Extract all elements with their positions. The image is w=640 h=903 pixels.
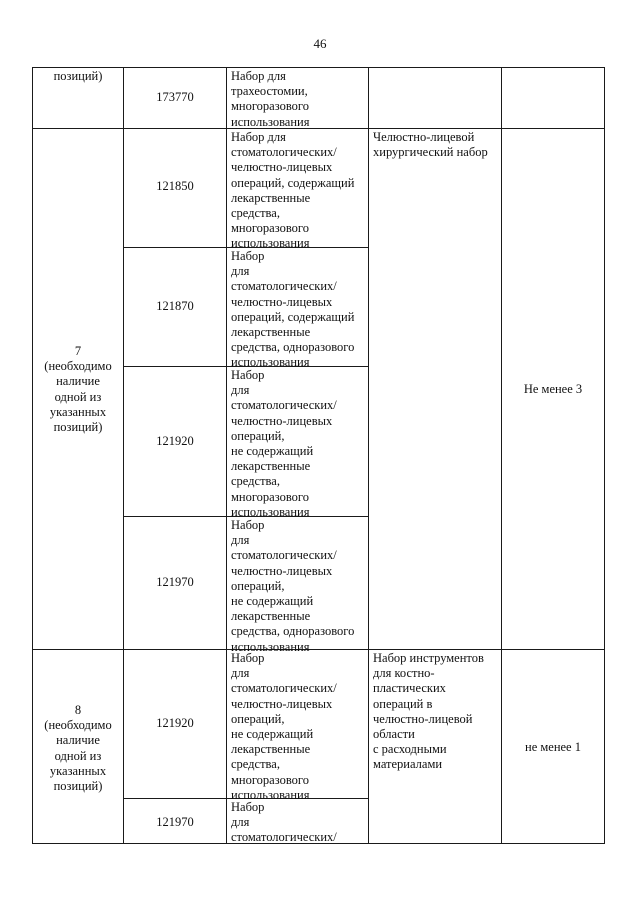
description-cell: Набор для стоматологических/ челюстно-лицевых операций, не содержащий лекарственные средства, одноразового использования	[231, 518, 355, 654]
code-cell: 121920	[156, 716, 194, 730]
position-cell: 7 (необходимо наличие одной из указанных позиций)	[44, 344, 112, 435]
description-cell: Набор для стоматологических/	[231, 800, 337, 845]
table-right-border	[604, 67, 605, 844]
code-cell: 173770	[156, 90, 194, 104]
position-cell: позиций)	[53, 69, 103, 83]
description-cell: Набор для трахеостомии, многоразового использования	[231, 69, 310, 129]
description-cell: Набор для стоматологических/ челюстно-лицевых операций, не содержащий лекарственные средства, многоразового использования	[231, 368, 337, 519]
description-cell: Набор для стоматологических/ челюстно-лицевых операций, не содержащий лекарственные средства, многоразового использования	[231, 651, 337, 802]
code-cell: 121850	[156, 179, 194, 193]
description-cell: Набор для стоматологических/ челюстно-лицевых операций, содержащий лекарственные средства, одноразового использования	[231, 249, 355, 370]
code-cell: 121870	[156, 299, 194, 313]
name-cell: Челюстно-лицевой хирургический набор	[373, 130, 488, 160]
name-cell: Набор инструментов для костно- пластических операций в челюстно-лицевой области с расходными материалами	[373, 651, 484, 772]
code-cell: 121970	[156, 815, 194, 829]
position-cell: 8 (необходимо наличие одной из указанных позиций)	[44, 703, 112, 794]
column-divider	[501, 67, 502, 844]
table-top-border	[32, 67, 605, 68]
code-cell: 121920	[156, 434, 194, 448]
page-number: 46	[313, 36, 327, 51]
quantity-cell: не менее 1	[525, 740, 581, 754]
quantity-cell: Не менее 3	[523, 382, 583, 396]
description-cell: Набор для стоматологических/ челюстно-лицевых операций, содержащий лекарственные средства, многоразового использования	[231, 130, 355, 251]
code-cell: 121970	[156, 575, 194, 589]
